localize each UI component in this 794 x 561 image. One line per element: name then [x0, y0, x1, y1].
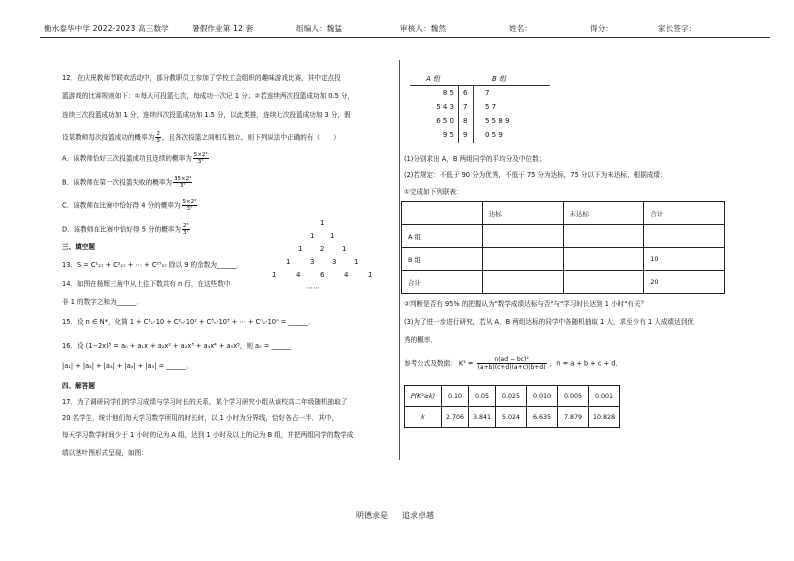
formula-numerator: n(ad − bc)²: [477, 356, 547, 364]
contingency-table: [401, 201, 725, 294]
group-b-label: B 组: [492, 75, 507, 83]
formula-label: 参考公式及数据：: [404, 359, 457, 368]
part-2-1: ①完成如下列联表：: [404, 188, 463, 196]
option-a-fraction: [193, 152, 209, 165]
q12-line1: 12．在庆祝教师节联欢活动中，部分教职员工参加了学校工会组织的趣味游戏比赛，其中定点投: [62, 74, 341, 82]
header-school: 衡水泰华中学 2022-2023 高三数学: [44, 24, 169, 33]
option-b-text: B．该教师在第一次投篮失败的概率为: [62, 178, 173, 187]
table-cell: P(K²≥k): [405, 386, 442, 407]
section-4-title: 四、解答题: [62, 382, 95, 390]
option-b: [62, 176, 193, 189]
pascal-number: 4: [344, 271, 349, 279]
table-row: [402, 202, 725, 225]
leaf-a: 9 5: [442, 131, 454, 139]
option-c-text: C．该教师在比赛中恰好得 4 分的概率为: [62, 201, 181, 210]
header-assignment: 暑假作业第 12 套: [192, 24, 254, 33]
table-cell: 0.001: [589, 386, 620, 407]
table-cell: 10: [644, 248, 725, 271]
pascal-number: 1: [368, 271, 373, 279]
option-c-den: 3⁷: [186, 206, 193, 212]
table-row: [402, 271, 725, 294]
table-cell: 0.005: [558, 386, 589, 407]
leaf-b: 5 7: [485, 103, 497, 111]
option-d-text: D．该教师在比赛中恰好得 5 分的概率为: [62, 225, 181, 234]
pascal-number: 1: [298, 245, 303, 253]
pascal-number: 1: [342, 245, 347, 253]
option-d-num: 2⁵: [182, 223, 189, 229]
option-a-num: 5×2³: [193, 152, 208, 158]
part-2-2: ②判断是否有 95% 的把握认为"数学成绩达标与否"与"学习时长达到 1 小时"有关？: [404, 300, 648, 308]
option-a: [62, 152, 210, 165]
table-cell[interactable]: [644, 225, 725, 248]
stem-value: 7: [463, 103, 468, 111]
table-cell: 0.10: [442, 386, 469, 407]
q12-frac-den: 3: [156, 138, 160, 144]
table-cell: 0.010: [527, 386, 558, 407]
header-score: 得分：: [590, 24, 614, 33]
q12-line4-a: 设某教师每次投篮成功的概率为: [62, 133, 155, 142]
formula-denominator: (a+b)(c+d)(a+c)(b+d): [477, 364, 546, 371]
table-cell: 20: [644, 271, 725, 294]
option-b-fraction: [173, 176, 192, 189]
pascal-number: 6: [320, 271, 325, 279]
table-cell: 7.879: [558, 407, 589, 428]
table-row: [402, 248, 725, 271]
stem-left-rule: [458, 85, 459, 143]
option-a-text: A．该教师恰好三次投篮成功且连续的概率为: [62, 154, 192, 163]
leaf-b: 5 5 8 9: [485, 117, 510, 125]
pascal-number: 3: [332, 258, 337, 266]
q12-line3: 连续三次投篮成功加 1 分，连续四次投篮成功加 1.5 分，以此类推，连续七次投篮成功加 3 分，假: [62, 111, 351, 119]
header-name: 姓名：: [509, 24, 533, 33]
leaf-a: 6 5 0: [436, 117, 454, 125]
q12-line4: [62, 131, 340, 144]
header-rule: [40, 37, 770, 38]
table-cell: 6.635: [527, 407, 558, 428]
question-16-line2: |a₁| + |a₂| + |a₃| + |a₄| + |a₅| = ______．: [62, 362, 193, 370]
pascal-number: 1: [320, 219, 325, 227]
table-cell: 5.024: [496, 407, 527, 428]
leaf-b: 0 5 9: [485, 131, 503, 139]
reference-formula: [404, 356, 622, 371]
leaf-a: 5 4 3: [436, 103, 454, 111]
q12-line4-b: ，且各次投篮之间相互独立，则下列说法中正确的有（ ）: [161, 133, 340, 142]
footer-motto-1: 明德求是: [356, 511, 388, 520]
q17-line4: 绩以茎叶图形式呈现，如图：: [62, 449, 148, 457]
pascal-number: 3: [310, 258, 315, 266]
question-14-line1: 14．如图在杨辉三角中从上往下数共有 n 行，在这些数中: [62, 280, 231, 288]
leaf-b: 7: [485, 89, 490, 97]
table-cell[interactable]: [563, 248, 644, 271]
q17-line3: 每天学习数学时间少于 1 小时的记为 A 组，达到 1 小时及以上的记为 B 组，并把两组同学的数学成: [62, 431, 354, 439]
pascal-number: 1: [310, 232, 315, 240]
option-a-den: 3⁷: [197, 159, 204, 165]
pascal-number: 1: [286, 258, 291, 266]
pascal-number: 2: [320, 245, 325, 253]
group-a-label: A 组: [426, 75, 441, 83]
option-d: [62, 223, 191, 236]
part-1: (1)分别求出 A，B 两组同学的平均分及中位数；: [404, 155, 546, 163]
question-13: 13．S = C¹₂₇ + C²₂₇ + ⋯ + C²⁷₂₇ 除以 9 的余数为______．: [62, 261, 244, 269]
question-14-line2: 非 1 的数字之和为______．: [62, 298, 143, 306]
header-reviewer: 审核人：魏然: [400, 24, 447, 33]
pascal-number: 4: [296, 271, 301, 279]
option-c: [62, 199, 198, 212]
table-header: 达标: [482, 202, 563, 225]
stem-value: 6: [463, 89, 468, 97]
table-row: [405, 407, 620, 428]
table-cell: A 组: [402, 225, 483, 248]
stem-header-rule: [410, 85, 550, 86]
pascal-number: 1: [272, 271, 277, 279]
table-cell: 合计: [402, 271, 483, 294]
table-header: 未达标: [563, 202, 644, 225]
table-cell[interactable]: [482, 271, 563, 294]
table-row: [402, 225, 725, 248]
pascal-ellipsis: ⋯⋯: [306, 284, 320, 292]
option-c-fraction: [182, 199, 198, 212]
part-3-line1: (3)为了进一步进行研究，若从 A，B 两组达标的同学中各随机抽取 1 人，求至少有 1 人成绩达到优: [404, 318, 694, 326]
formula-tail: ，n = a + b + c + d．: [549, 359, 622, 368]
q12-line2: 篮游戏的比赛规则如下：①每人可投篮七次，每成功一次记 1 分；②若连续两次投篮成功加 0.5 分，: [62, 92, 355, 100]
table-cell: 0.025: [496, 386, 527, 407]
table-cell: B 组: [402, 248, 483, 271]
table-header: 合计: [644, 202, 725, 225]
table-cell: 0.05: [469, 386, 496, 407]
column-divider: [399, 60, 400, 460]
option-c-num: 5×2³: [182, 199, 197, 205]
q17-line2: 20 名学生，统计他们每天学习数学所用的时长时，以 1 小时为分界线，恰好各占一半．其中，: [62, 414, 339, 422]
table-cell[interactable]: [563, 225, 644, 248]
stem-right-rule: [473, 85, 474, 143]
table-cell: [402, 202, 483, 225]
stem-value: 8: [463, 117, 468, 125]
table-cell[interactable]: [563, 271, 644, 294]
formula-lhs: K² =: [458, 359, 474, 368]
header-parent-signature: 家长签字：: [658, 24, 697, 33]
q12-frac-num: 2: [156, 131, 160, 137]
section-3-title: 三、填空题: [62, 243, 95, 251]
table-cell[interactable]: [482, 225, 563, 248]
leaf-a: 8 5: [442, 89, 454, 97]
part-3-line2: 秀的概率．: [404, 336, 437, 344]
option-b-den: 3⁷: [179, 183, 186, 189]
option-b-num: 35×2³: [174, 176, 192, 182]
table-cell: 2.706: [442, 407, 469, 428]
question-16-line1: 16．设 (1−2x)⁵ = a₀ + a₁x + a₂x² + a₃x³ + a₄x⁴ + a₅x⁵，则 a₀ = ______: [62, 342, 292, 350]
option-d-fraction: [182, 223, 190, 236]
table-cell[interactable]: [482, 248, 563, 271]
pascal-number: 1: [330, 232, 335, 240]
formula-fraction: [477, 356, 547, 371]
critical-value-table: [404, 385, 620, 428]
table-row: [405, 386, 620, 407]
footer-motto-2: 追求卓越: [402, 511, 434, 520]
question-15: 15．设 n ∈ N*，化简 1 + C¹ₙ·10 + C²ₙ·10² + C³ₙ·10³ + ⋯ + Cⁿₙ·10ⁿ = ______．: [62, 318, 315, 326]
stem-value: 9: [463, 131, 468, 139]
header-compiler: 组编人：魏猛: [296, 24, 343, 33]
pascal-number: 1: [354, 258, 359, 266]
part-2: (2)若规定：不低于 90 分为优秀，不低于 75 分为达标，75 分以下为未达标，根据成绩：: [404, 171, 667, 179]
q12-fraction: [155, 131, 161, 144]
table-cell: 10.828: [589, 407, 620, 428]
table-cell: 3.841: [469, 407, 496, 428]
q17-line1: 17．为了调研同学们的学习成绩与学习时长的关系，某个学习研究小组从该校高二年级随机抽取了: [62, 398, 348, 406]
option-d-den: 3⁷: [182, 230, 189, 236]
table-cell: k: [405, 407, 442, 428]
